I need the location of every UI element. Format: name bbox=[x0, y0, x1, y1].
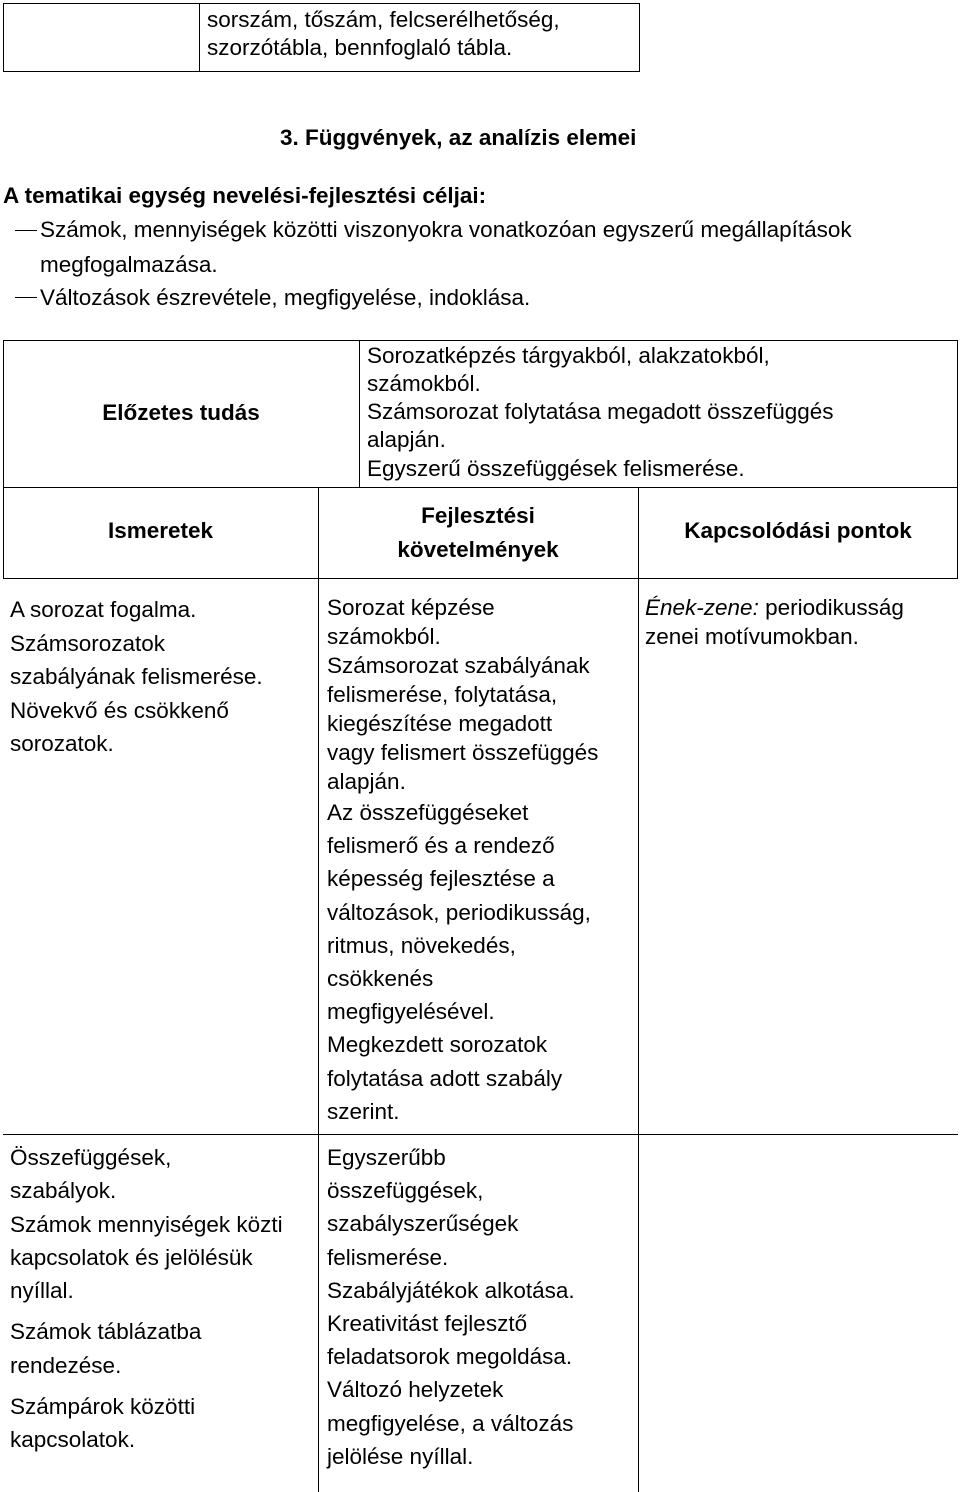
table-top-border bbox=[3, 340, 958, 341]
row2-col2-line: Szabályjátékok alkotása. bbox=[327, 1277, 575, 1303]
goal-1-line1: Számok, mennyiségek közötti viszonyokra vonatkozóan egyszerű megállapítások bbox=[40, 217, 852, 242]
row1-ismeretek bbox=[10, 593, 315, 761]
row1-col2-line: felismerő és a rendező bbox=[327, 833, 555, 859]
row1-col2-line: Megkezdett sorozatok bbox=[327, 1032, 548, 1058]
prior-line: Számsorozat folytatása megadott összefüggés bbox=[367, 399, 834, 425]
row1-col2-line: megfigyelésével. bbox=[327, 999, 495, 1025]
goals-heading: A tematikai egység nevelési-fejlesztési céljai: bbox=[3, 183, 487, 208]
table-header-top bbox=[3, 487, 958, 488]
row1-col1-line: Növekvő és csökkenő bbox=[10, 697, 229, 723]
row1-kapcsolodasi bbox=[645, 593, 955, 651]
goal-1-line2: megfogalmazása. bbox=[40, 252, 218, 277]
row1-col1-line: A sorozat fogalma. bbox=[10, 597, 197, 622]
row1-col2-line: alapján. bbox=[327, 769, 406, 794]
row1-col2-line: Sorozat képzése bbox=[327, 595, 495, 620]
row1-col3-rest: periodikusság bbox=[758, 595, 904, 620]
row1-col2-line: ritmus, növekedés, bbox=[327, 932, 516, 958]
row1-col2-line: vagy felismert összefüggés bbox=[327, 740, 599, 765]
prior-divider bbox=[359, 340, 360, 487]
header-ismeretek: Ismeretek bbox=[107, 518, 214, 543]
section-title: 3. Függvények, az analízis elemei bbox=[280, 125, 637, 150]
row2-col2-line: Egyszerűbb bbox=[327, 1145, 446, 1170]
row1-col2-line: Az összefüggéseket bbox=[327, 800, 529, 825]
goal-2: Változások észrevétele, megfigyelése, indoklása. bbox=[40, 285, 531, 310]
row1-col1-line: szabályának felismerése. bbox=[10, 664, 263, 689]
row1-fejlesztesi bbox=[327, 593, 637, 1128]
row2-col1-line: kapcsolatok. bbox=[10, 1427, 136, 1453]
header-fejlesztesi-line1: Fejlesztési bbox=[421, 503, 535, 528]
row2-col1-line: Számok táblázatba bbox=[10, 1319, 202, 1345]
top-box-text bbox=[207, 6, 637, 62]
header-kapcsolodasi: Kapcsolódási pontok bbox=[684, 518, 912, 543]
row1-col2-line: szerint. bbox=[327, 1098, 400, 1124]
row2-col1-line: Számok mennyiségek közti bbox=[10, 1211, 283, 1237]
header-fejlesztesi-line2: követelmények bbox=[397, 537, 559, 562]
prior-knowledge-label: Előzetes tudás bbox=[102, 400, 260, 425]
row2-col2-line: Kreativitást fejlesztő bbox=[327, 1311, 528, 1337]
row1-col2-line: Számsorozat szabályának bbox=[327, 653, 590, 678]
header-fejlesztesi bbox=[318, 499, 638, 567]
row2-col1-line: rendezése. bbox=[10, 1352, 122, 1378]
prior-line: Sorozatképzés tárgyakból, alakzatokból, bbox=[367, 343, 770, 368]
prior-knowledge-content bbox=[367, 342, 952, 483]
row1-col2-line: folytatása adott szabály bbox=[327, 1065, 563, 1091]
col2-divider bbox=[638, 487, 639, 1492]
row2-col2-line: szabályszerűségek bbox=[327, 1211, 519, 1237]
row2-col2-line: jelölése nyíllal. bbox=[327, 1443, 474, 1469]
row1-col2-line: csökkenés bbox=[327, 966, 434, 992]
col1-divider bbox=[318, 487, 319, 1492]
row1-col3-subject: Ének-zene: bbox=[645, 595, 759, 620]
row2-col2-line: feladatsorok megoldása. bbox=[327, 1344, 573, 1370]
table-row-divider bbox=[3, 1134, 958, 1135]
table-header-bottom bbox=[3, 578, 958, 579]
row2-col2-line: összefüggések, bbox=[327, 1178, 484, 1204]
row1-col3-line2: zenei motívumokban. bbox=[645, 624, 859, 649]
row2-col2-line: Változó helyzetek bbox=[327, 1377, 504, 1403]
row2-col1-line: Összefüggések, bbox=[10, 1145, 172, 1170]
top-box-line: sorszám, tőszám, felcserélhetőség, bbox=[207, 7, 560, 32]
prior-line: számokból. bbox=[367, 371, 481, 397]
goal-2-dash bbox=[15, 297, 37, 298]
row1-col2-line: felismerése, folytatása, bbox=[327, 682, 558, 707]
row1-col2-line: képesség fejlesztése a bbox=[327, 866, 555, 892]
prior-line: alapján. bbox=[367, 427, 446, 453]
row2-col1-line: Számpárok közötti bbox=[10, 1394, 196, 1420]
row2-col2-line: felismerése. bbox=[327, 1244, 449, 1270]
top-box-divider bbox=[199, 3, 200, 72]
row2-col1-line: kapcsolatok és jelölésük bbox=[10, 1244, 253, 1270]
row2-col1-line: nyíllal. bbox=[10, 1278, 74, 1304]
row1-col2-line: számokból. bbox=[327, 624, 441, 649]
row1-col3-line1 bbox=[645, 593, 955, 622]
goal-1-dash bbox=[15, 230, 37, 231]
prior-line: Egyszerű összefüggések felismerése. bbox=[367, 455, 745, 481]
row1-col1-line: Számsorozatok bbox=[10, 630, 166, 656]
top-box-line: szorzótábla, bennfoglaló tábla. bbox=[207, 35, 513, 61]
row2-col1-line: szabályok. bbox=[10, 1178, 117, 1204]
row1-col2-line: kiegészítése megadott bbox=[327, 711, 553, 736]
row1-col2-line: változások, periodikusság, bbox=[327, 899, 591, 925]
row1-col1-line: sorozatok. bbox=[10, 731, 114, 756]
row2-ismeretek bbox=[10, 1141, 315, 1457]
row2-fejlesztesi bbox=[327, 1141, 637, 1473]
row2-col2-line: megfigyelése, a változás bbox=[327, 1410, 574, 1436]
